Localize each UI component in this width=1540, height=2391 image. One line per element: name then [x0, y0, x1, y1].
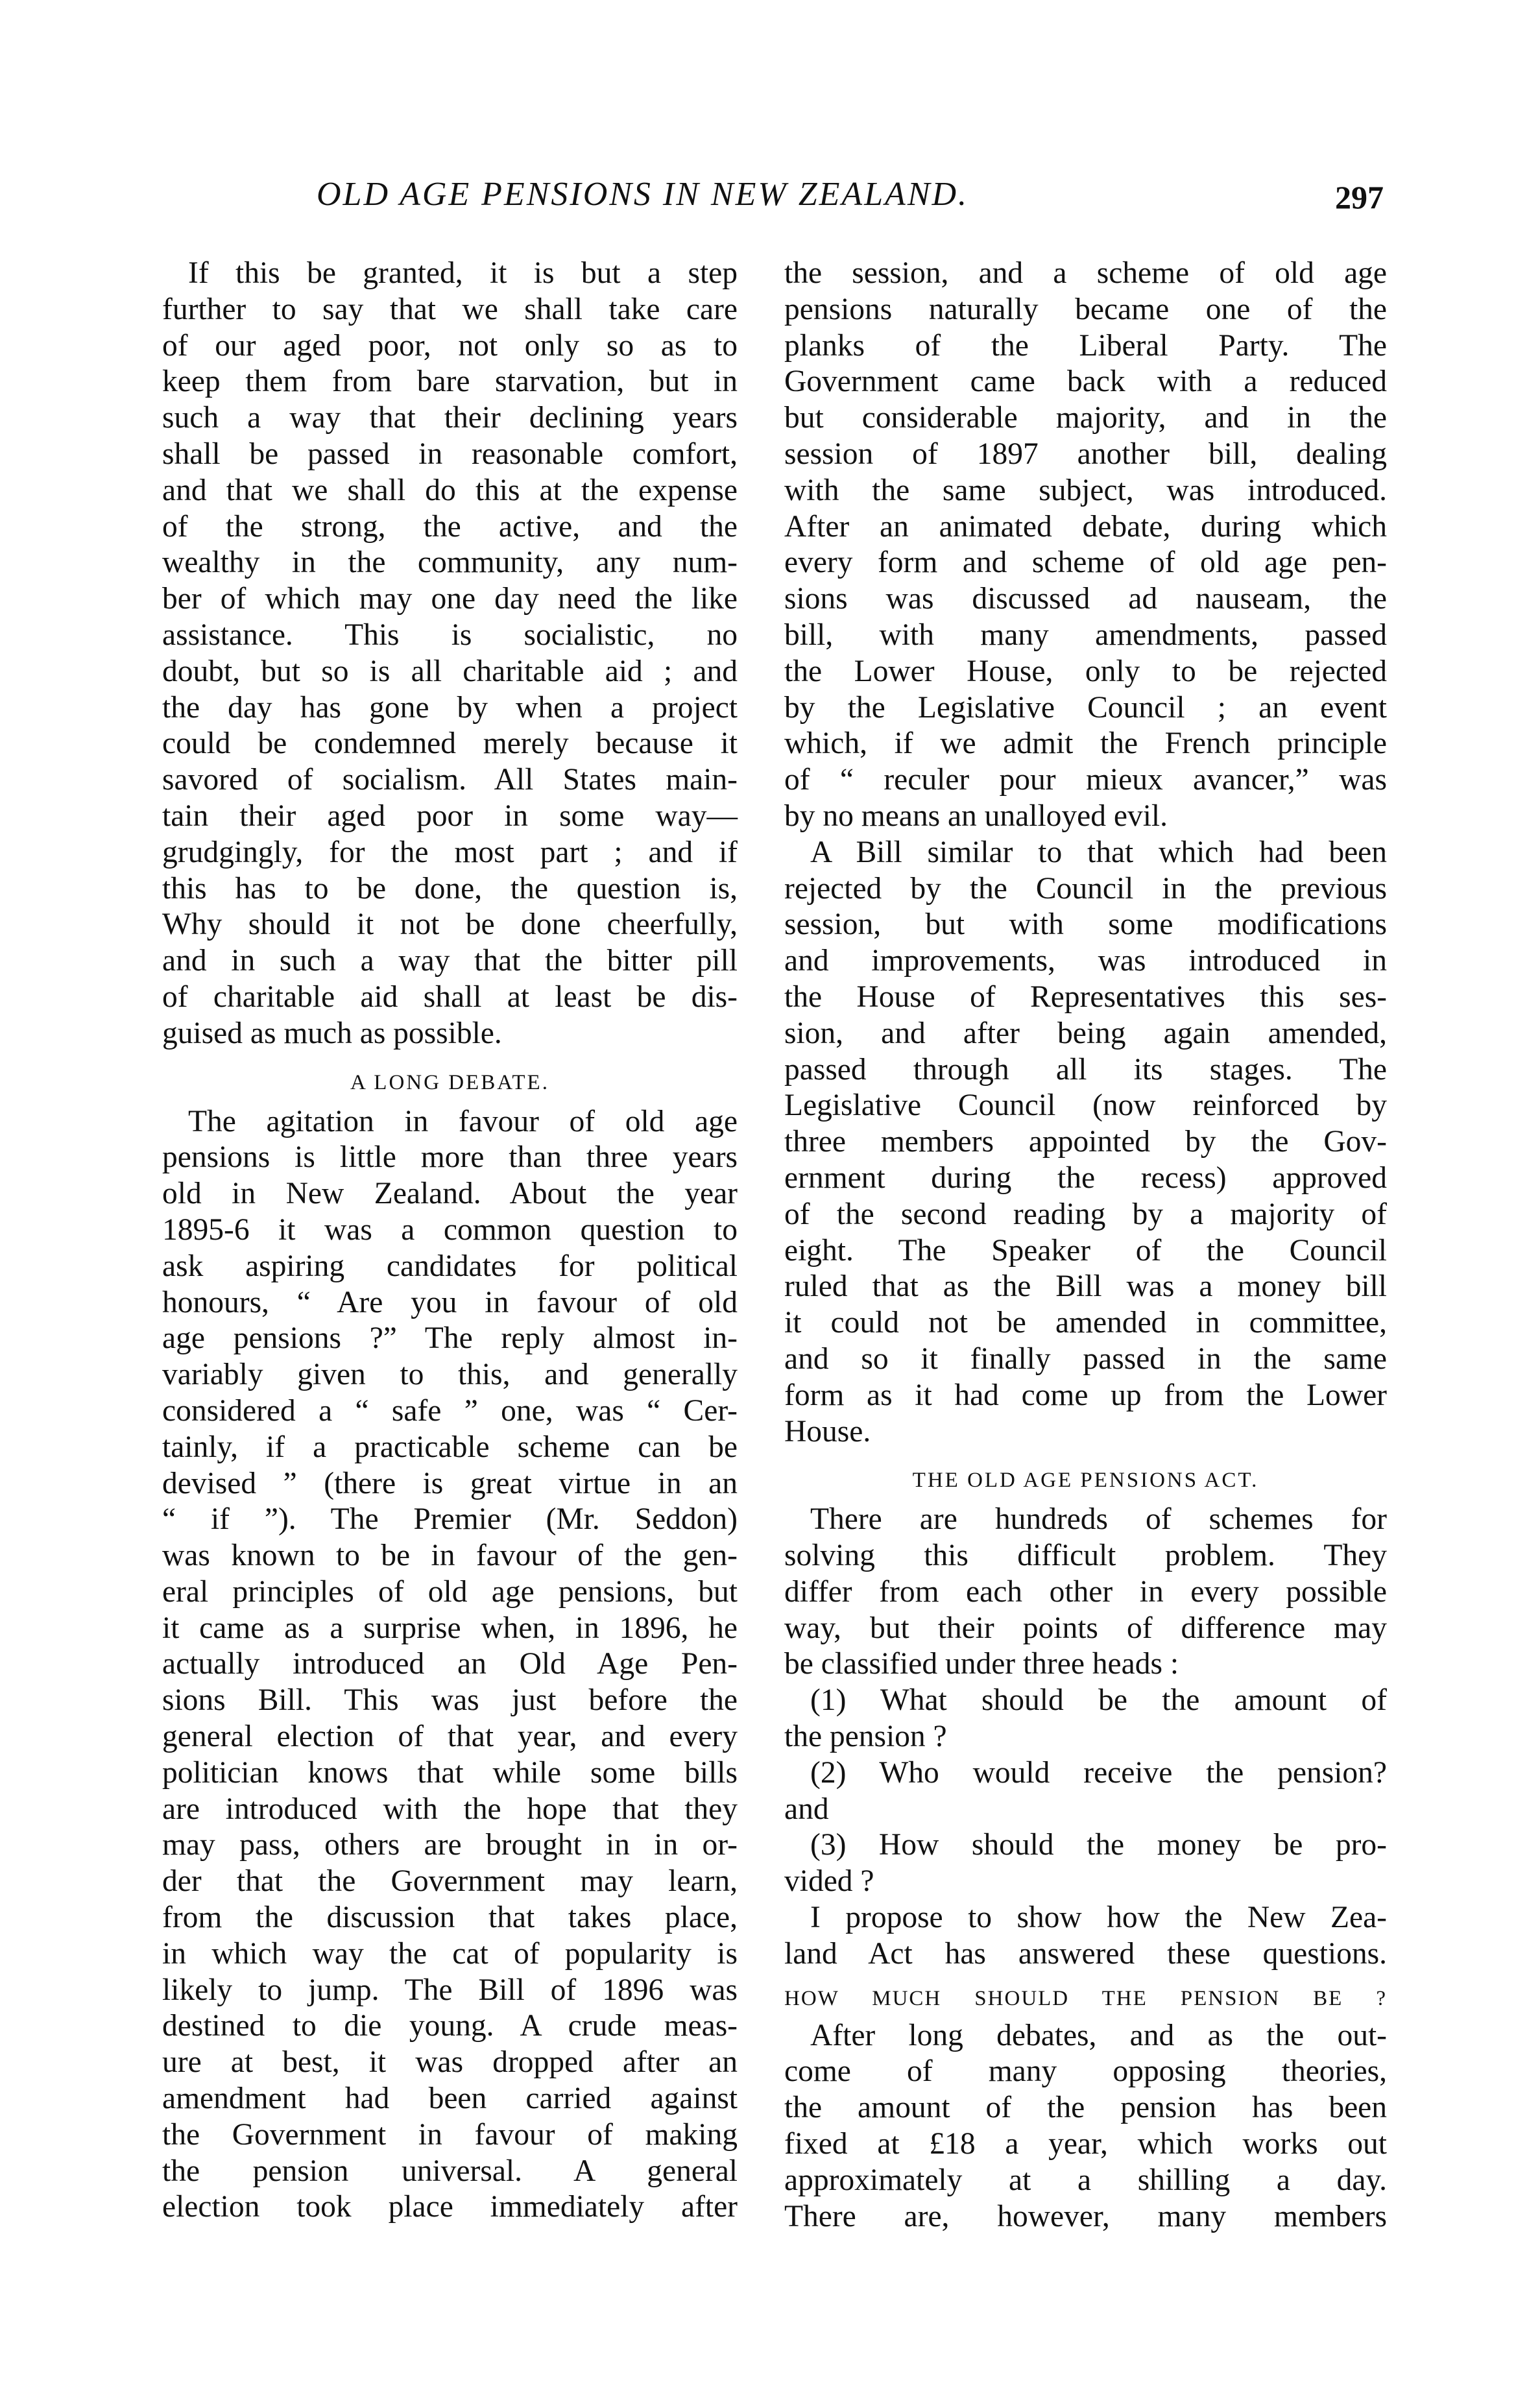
text-line: rejected by the Council in the previous — [784, 871, 1387, 906]
text-line: pensions is little more than three years — [162, 1140, 738, 1175]
text-line: After long debates, and as the out- — [810, 2018, 1387, 2052]
paragraph-socialism — [162, 256, 738, 1052]
text-line: “ if ”). The Premier (Mr. Seddon) — [162, 1502, 738, 1537]
text-line: savored of socialism. All States main- — [162, 763, 738, 797]
text-line: of our aged poor, not only so as to — [162, 328, 738, 363]
text-line: Why should it not be done cheerfully, — [162, 907, 738, 942]
text-line: by the Legislative Council ; an event — [784, 690, 1387, 725]
text-line: honours, “ Are you in favour of old — [162, 1285, 738, 1319]
question-item — [784, 1683, 1387, 1755]
text-line: ber of which may one day need the like — [162, 582, 738, 616]
paragraph-liberal-party — [784, 256, 1387, 835]
section-heading-how-much: HOW MUCH SHOULD THE PENSION BE ? — [784, 1986, 1387, 2010]
text-line: assistance. This is socialistic, no — [162, 618, 738, 652]
text-line: further to say that we shall take care — [162, 292, 738, 326]
text-line: the Lower House, only to be rejected — [784, 654, 1387, 688]
section-heading-long-debate: A LONG DEBATE. — [350, 1070, 549, 1094]
text-line: which, if we admit the French principle — [784, 727, 1387, 761]
text-line: every form and scheme of old age pen- — [784, 546, 1387, 580]
text-line: House. — [784, 1414, 871, 1448]
text-line: are introduced with the hope that they — [162, 1792, 738, 1826]
text-line: I propose to show how the New Zea- — [810, 1901, 1387, 1935]
text-line: eight. The Speaker of the Council — [784, 1233, 1387, 1268]
text-line: grudgingly, for the most part ; and if — [162, 835, 738, 869]
text-line: ernment during the recess) approved — [784, 1160, 1387, 1195]
text-line: of “ reculer pour mieux avancer,” was — [784, 763, 1387, 797]
question-list — [784, 1683, 1387, 1900]
paragraph-bill-passed — [784, 835, 1387, 1450]
question-item — [784, 1827, 1387, 1900]
text-line: the House of Representatives this ses- — [784, 979, 1387, 1014]
text-line: of charitable aid shall at least be dis- — [162, 979, 738, 1014]
text-line: land Act has answered these questions. — [784, 1936, 1387, 1971]
question-text: vided ? — [784, 1864, 874, 1899]
text-line: three members appointed by the Gov- — [784, 1125, 1387, 1159]
text-line: and improvements, was introduced in — [784, 944, 1387, 978]
text-line: form as it had come up from the Lower — [784, 1378, 1387, 1412]
text-line: The agitation in favour of old age — [188, 1104, 738, 1138]
text-line: variably given to this, and generally — [162, 1358, 738, 1392]
paragraph-propose — [784, 1900, 1387, 1973]
text-line: way, but their points of difference may — [784, 1611, 1387, 1645]
page-number: 297 — [1335, 179, 1384, 215]
text-line: the pension universal. A general — [162, 2154, 738, 2188]
text-line: the amount of the pension has been — [784, 2091, 1387, 2125]
text-line: and that we shall do this at the expense — [162, 473, 738, 507]
text-line: and in such a way that the bitter pill — [162, 944, 738, 978]
text-line: wealthy in the community, any num- — [162, 546, 738, 580]
paragraph-schemes — [784, 1502, 1387, 1683]
text-line: 1895-6 it was a common question to — [162, 1212, 738, 1247]
text-line: Government came back with a reduced — [784, 365, 1387, 399]
text-line: differ from each other in every possible — [784, 1574, 1387, 1609]
text-line: tainly, if a practicable scheme can be — [162, 1430, 738, 1464]
text-line: shall be passed in reasonable comfort, — [162, 437, 738, 471]
text-line: der that the Government may learn, — [162, 1864, 738, 1899]
text-line: Legislative Council (now reinforced by — [784, 1088, 1387, 1123]
paragraph-amount — [784, 2018, 1387, 2235]
text-line: age pensions ?” The reply almost in- — [162, 1321, 738, 1356]
text-line: eral principles of old age pensions, but — [162, 1574, 738, 1609]
text-line: After an animated debate, during which — [784, 509, 1387, 544]
section-heading-pensions-act: THE OLD AGE PENSIONS ACT. — [912, 1469, 1259, 1493]
text-line: of the strong, the active, and the — [162, 509, 738, 544]
text-line: If this be granted, it is but a step — [188, 256, 738, 290]
text-line: election took place immediately after — [162, 2190, 738, 2224]
question-text: (1) What should be the amount of — [810, 1683, 1387, 1718]
text-line: bill, with many amendments, passed — [784, 618, 1387, 652]
text-line: pensions naturally became one of the — [784, 292, 1387, 326]
text-line: general election of that year, and every — [162, 1720, 738, 1754]
text-line: passed through all its stages. The — [784, 1052, 1387, 1087]
text-line: with the same subject, was introduced. — [784, 473, 1387, 507]
text-line: There are hundreds of schemes for — [810, 1502, 1387, 1537]
text-line: doubt, but so is all charitable aid ; and — [162, 654, 738, 688]
question-text: (2) Who would receive the pension? — [810, 1755, 1387, 1790]
text-line: the session, and a scheme of old age — [784, 256, 1387, 290]
text-line: ruled that as the Bill was a money bill — [784, 1269, 1387, 1304]
text-line: guised as much as possible. — [162, 1016, 502, 1050]
text-line: keep them from bare starvation, but in — [162, 365, 738, 399]
text-line: ask aspiring candidates for political — [162, 1249, 738, 1283]
text-line: A Bill similar to that which had been — [810, 835, 1387, 869]
text-line: approximately at a shilling a day. — [784, 2163, 1387, 2197]
text-line: could be condemned merely because it — [162, 727, 738, 761]
text-line: destined to die young. A crude meas- — [162, 2009, 738, 2043]
question-text: (3) How should the money be pro- — [810, 1828, 1387, 1862]
text-line: likely to jump. The Bill of 1896 was — [162, 1973, 738, 2007]
text-line: devised ” (there is great virtue in an — [162, 1466, 738, 1500]
text-line: and so it finally passed in the same — [784, 1341, 1387, 1376]
text-line: this has to be done, the question is, — [162, 871, 738, 906]
text-line: solving this difficult problem. They — [784, 1539, 1387, 1573]
running-title: OLD AGE PENSIONS IN NEW ZEALAND. — [317, 176, 969, 213]
text-line: fixed at £18 a year, which works out — [784, 2127, 1387, 2161]
left-column — [162, 256, 738, 2226]
text-line: but considerable majority, and in the — [784, 401, 1387, 435]
text-line: be classified under three heads : — [784, 1647, 1179, 1681]
text-line: session of 1897 another bill, dealing — [784, 437, 1387, 471]
text-line: tain their aged poor in some way— — [162, 799, 738, 833]
text-line: considered a “ safe ” one, was “ Cer- — [162, 1393, 738, 1428]
text-line: it could not be amended in committee, — [784, 1306, 1387, 1340]
text-line: the Government in favour of making — [162, 2117, 738, 2152]
text-line: in which way the cat of popularity is — [162, 1936, 738, 1971]
question-text: and — [784, 1792, 829, 1826]
right-column — [784, 256, 1387, 2235]
text-line: it came as a surprise when, in 1896, he — [162, 1611, 738, 1645]
text-line: from the discussion that takes place, — [162, 1901, 738, 1935]
text-line: sions was discussed ad nauseam, the — [784, 582, 1387, 616]
question-item — [784, 1755, 1387, 1828]
text-line: session, but with some modifications — [784, 907, 1387, 942]
text-line: sion, and after being again amended, — [784, 1016, 1387, 1050]
text-line: amendment had been carried against — [162, 2082, 738, 2116]
text-line: old in New Zealand. About the year — [162, 1177, 738, 1211]
text-line: such a way that their declining years — [162, 401, 738, 435]
text-line: There are, however, many members — [784, 2199, 1387, 2233]
text-line: come of many opposing theories, — [784, 2054, 1387, 2089]
paragraph-agitation — [162, 1104, 738, 2226]
text-line: the day has gone by when a project — [162, 690, 738, 725]
text-line: ure at best, it was dropped after an — [162, 2045, 738, 2080]
text-line: actually introduced an Old Age Pen- — [162, 1647, 738, 1681]
text-line: of the second reading by a majority of — [784, 1197, 1387, 1231]
text-line: planks of the Liberal Party. The — [784, 328, 1387, 363]
text-line: politician knows that while some bills — [162, 1755, 738, 1790]
text-line: sions Bill. This was just before the — [162, 1683, 738, 1718]
question-text: the pension ? — [784, 1720, 947, 1754]
text-line: by no means an unalloyed evil. — [784, 799, 1168, 833]
text-line: was known to be in favour of the gen- — [162, 1539, 738, 1573]
text-line: may pass, others are brought in in or- — [162, 1828, 738, 1862]
